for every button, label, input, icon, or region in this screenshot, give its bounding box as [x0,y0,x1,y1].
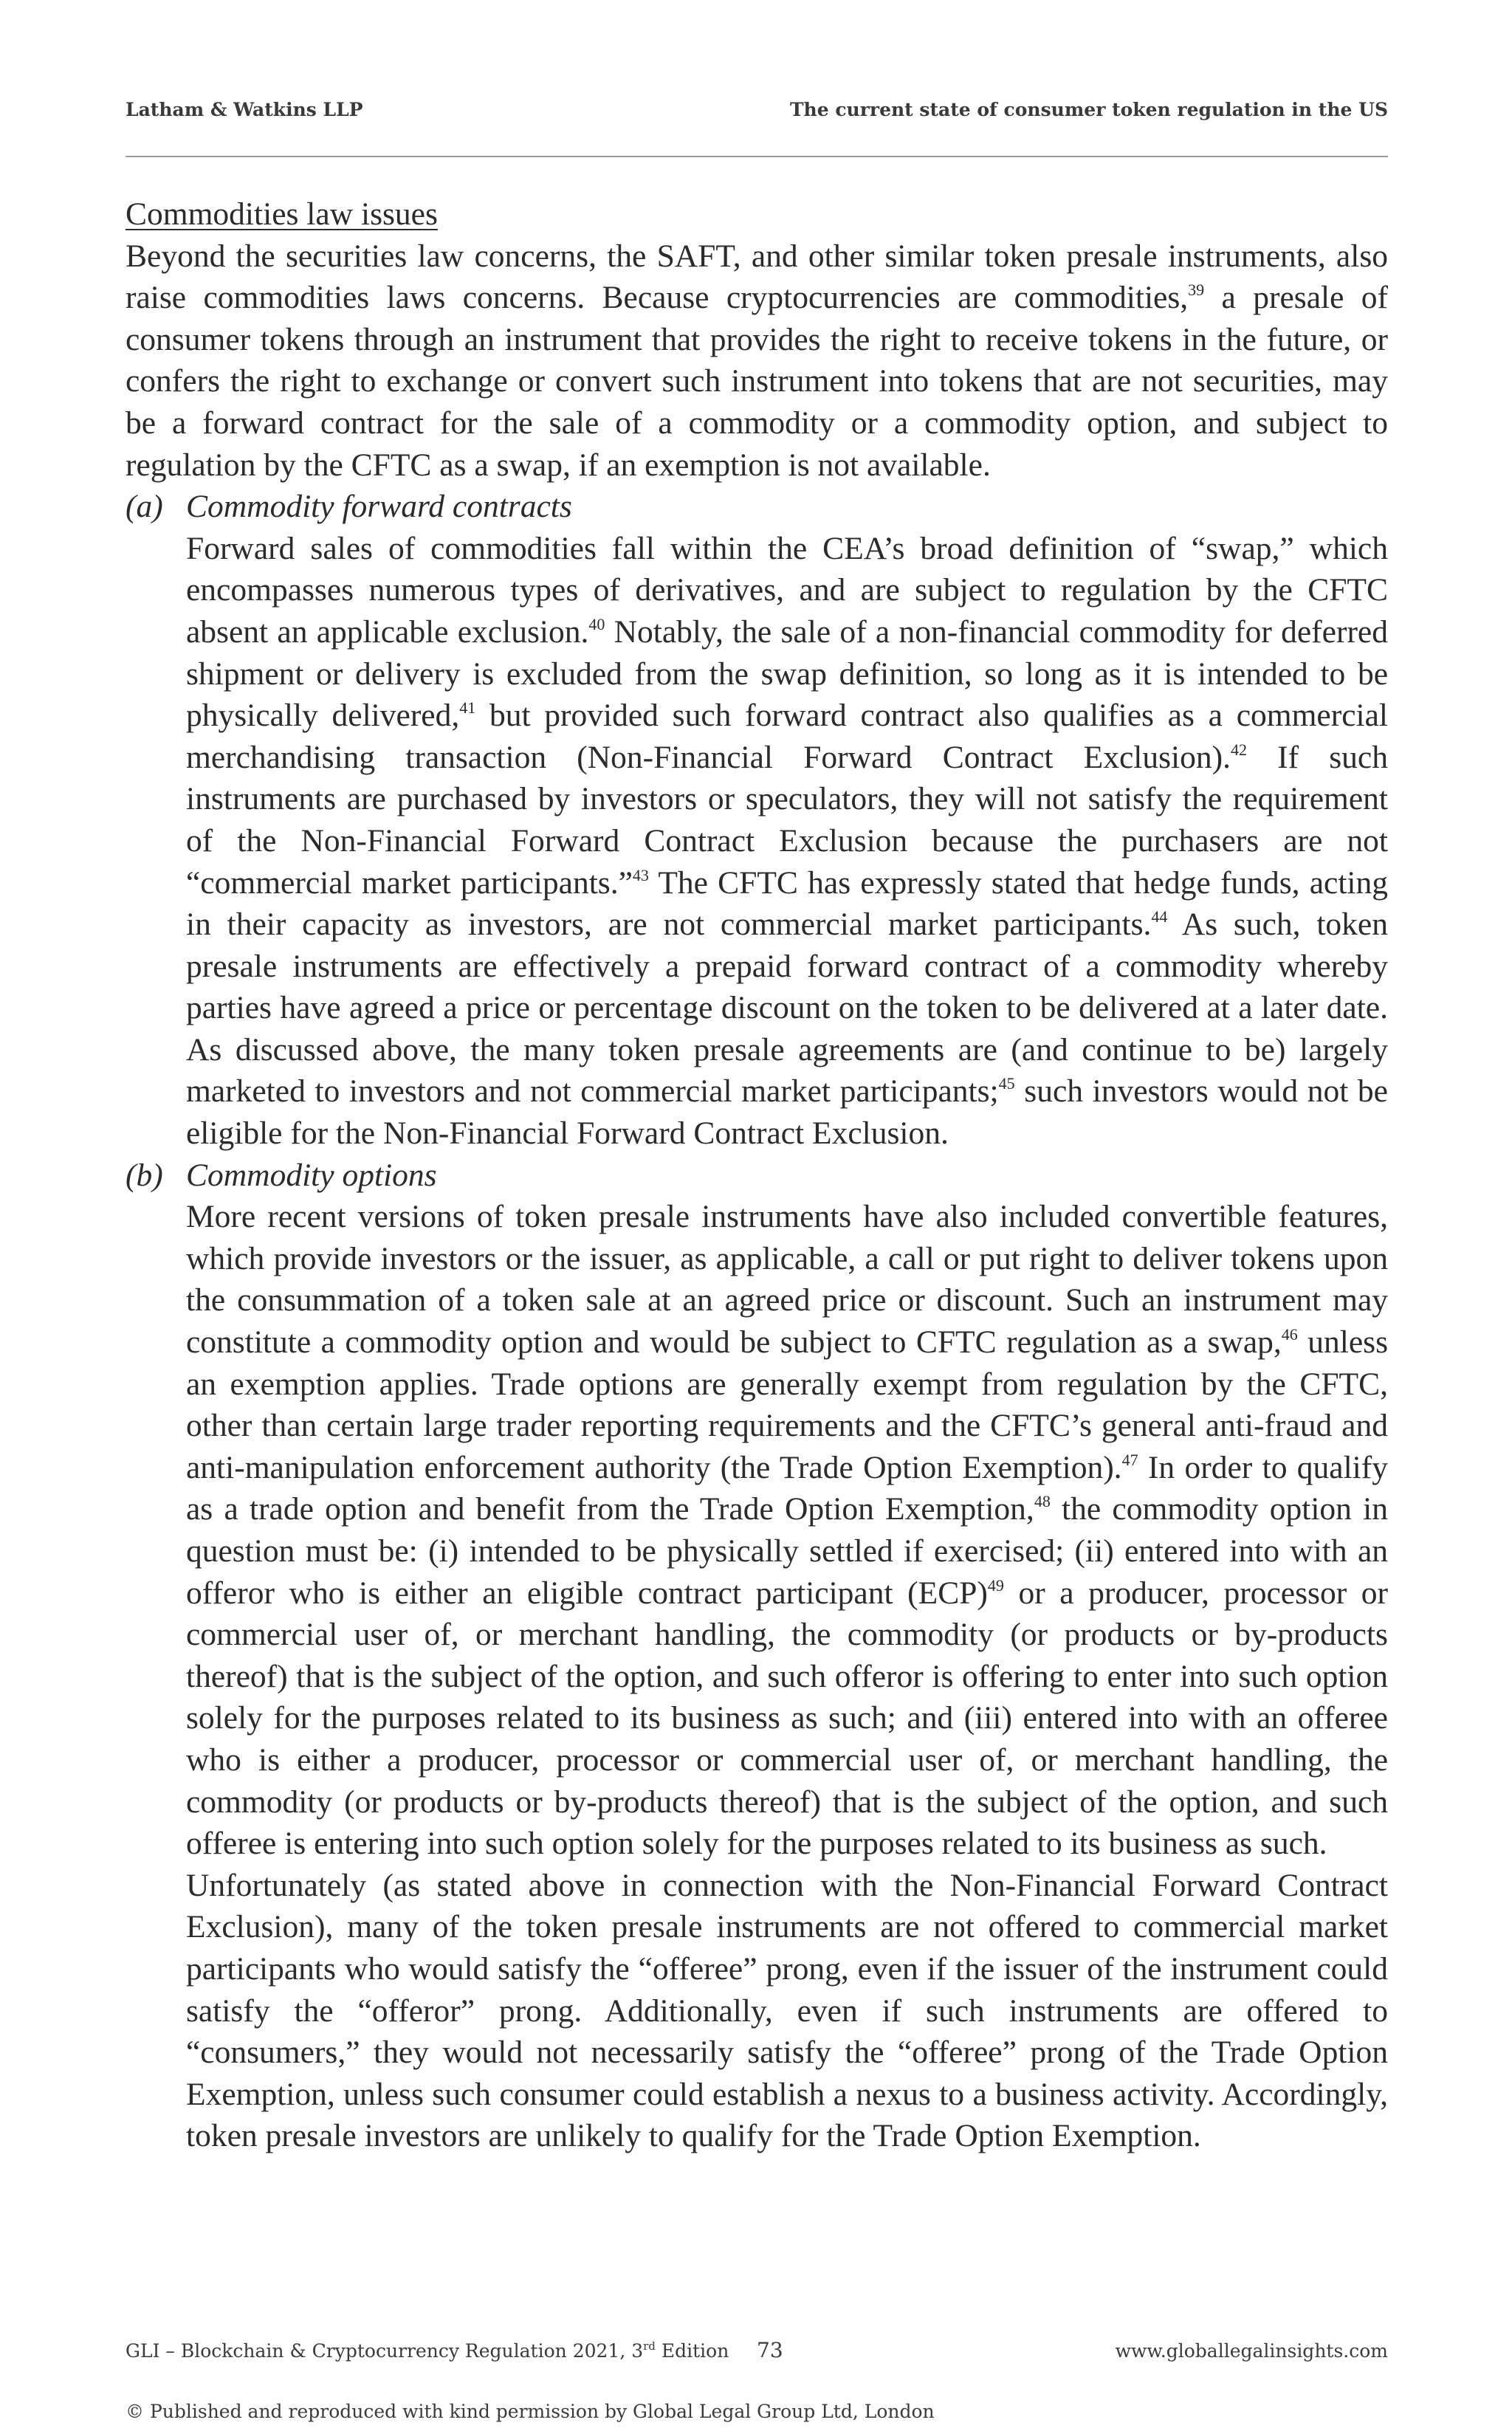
footnote-ref-43[interactable]: 43 [632,865,649,884]
item-b-paragraph-2 [126,1865,1388,2157]
text-segment: or a producer, processor or commercial user of, or merchant handling, the commodity (or products or by-products thereof) that is the subject of the option, and such offeror is offering to enter into such option solely for the purposes related to its business as such; and (iii) entered into with an offeree who is either a producer, processor or commercial user of, or merchant handling, the commodity (or products or by-products thereof) that is the subject of the option, and such offeree is entering into such option solely for the purposes related to its business as such. [186,1575,1388,1862]
page-number: 73 [757,2338,783,2362]
text-segment: If such instruments are purchased by investors or speculators, they will not satisfy the requirement of the Non-Financial Forward Contract Exclusion because the purchasers are not “commercial market participants.” [186,739,1388,901]
footnote-ref-49[interactable]: 49 [987,1575,1004,1595]
text-segment: Unfortunately (as stated above in connection with the Non-Financial Forward Contract Exclusion), many of the token presale instruments are not offered to commercial market participants who would satisfy the “offeree” prong, even if the issuer of the instrument could satisfy the “offeror” prong. Additionally, even if such instruments are offered to “consumers,” they would not necessarily satisfy the “offeree” prong of the Trade Option Exemption, unless such consumer could establish a nexus to a business activity. Accordingly, token presale investors are unlikely to qualify for the Trade Option Exemption. [186,1867,1388,2154]
footnote-ref-46[interactable]: 46 [1281,1325,1298,1344]
footnote-ref-40[interactable]: 40 [588,614,605,633]
text-segment: Notably, the sale of a non-financial commodity for deferred shipment or delivery is excluded from the swap definition, so long as it is intended to be physically delivered, [186,613,1388,734]
page-footer [126,2340,1388,2370]
item-b-title: Commodity options [186,1157,437,1193]
publication-title: GLI – Blockchain & Cryptocurrency Regulation 2021, 3 [126,2340,644,2362]
intro-text-1: Beyond the securities law concerns, the SAFT, and other similar token presale instruments, also raise commodities laws concerns. Because cryptocurrencies are commodities, [126,238,1388,316]
edition-word: Edition [655,2340,729,2362]
text-segment: The CFTC has expressly stated that hedge funds, acting in their capacity as investors, are not commercial market participants. [186,864,1388,943]
footnote-ref-47[interactable]: 47 [1121,1450,1138,1469]
footnote-ref-44[interactable]: 44 [1151,907,1168,926]
text-segment: the commodity option in question must be: (i) intended to be physically settled if exercised; (ii) entered into with an offeror who is either an eligible contract participant (ECP) [186,1491,1388,1611]
section-heading: Commodities law issues [126,196,438,232]
text-segment: such investors would not be eligible for the Non-Financial Forward Contract Exclusion. [186,1073,1388,1152]
intro-paragraph [126,235,1388,486]
footer-website-link[interactable]: www.globallegalinsights.com [1115,2340,1388,2362]
item-a-paragraph [126,528,1388,1155]
footnote-ref-41[interactable]: 41 [459,698,476,718]
page-body [126,193,1388,2157]
footnote-ref-48[interactable]: 48 [1034,1492,1051,1511]
text-segment: In order to qualify as a trade option and benefit from the Trade Option Exemption, [186,1449,1388,1527]
footnote-ref-39[interactable]: 39 [1188,281,1205,300]
edition-ordinal: rd [643,2339,656,2353]
footer-publication [126,2340,729,2362]
copyright-notice: © Published and reproduced with kind permission by Global Legal Group Ltd, London [126,2401,935,2422]
item-b-paragraph-1 [126,1196,1388,1865]
text-segment: unless an exemption applies. Trade options are generally exempt from regulation by the CFTC, other than certain large trader reporting requirements and the CFTC’s general anti-fraud and anti-manipulation enforcement authority (the Trade Option Exemption). [186,1324,1389,1485]
item-b-heading [126,1155,1388,1197]
footnote-ref-45[interactable]: 45 [998,1074,1015,1093]
item-a-label: (a) [126,489,163,525]
text-segment: Forward sales of commodities fall within the CEA’s broad definition of “swap,” which encompasses numerous types of derivatives, and are subject to regulation by the CFTC absent an applicable exclusion. [186,530,1388,650]
text-segment: More recent versions of token presale instruments have also included convertible features, which provide investors or the issuer, as applicable, a call or put right to deliver tokens upon the consummation of a token sale at an agreed price or discount. Such an instrument may constitute a commodity option and would be subject to CFTC regulation as a swap, [186,1199,1388,1361]
item-b-label: (b) [126,1157,163,1193]
header-firm-name: Latham & Watkins LLP [126,99,363,120]
item-a-heading [126,486,1388,528]
header-divider [126,156,1388,157]
header-chapter-title: The current state of consumer token regulation in the US [789,99,1388,120]
text-segment: As such, token presale instruments are effectively a prepaid forward contract of a commodity whereby parties have agreed a price or percentage discount on the token to be delivered at a later date. As discussed above, the many token presale agreements are (and continue to be) largely marketed to investors and not commercial market participants; [186,907,1388,1110]
intro-text-2: a presale of consumer tokens through an instrument that provides the right to receive tokens in the future, or confers the right to exchange or convert such instrument into tokens that are not securities, may be a forward contract for the sale of a commodity or a commodity option, and subject to regulation by the CFTC as a swap, if an exemption is not available. [126,280,1389,483]
item-a-title: Commodity forward contracts [186,489,572,525]
footnote-ref-42[interactable]: 42 [1230,740,1247,759]
text-segment: but provided such forward contract also qualifies as a commercial merchandising transaction (Non-Financial Forward Contract Exclusion). [186,698,1388,775]
